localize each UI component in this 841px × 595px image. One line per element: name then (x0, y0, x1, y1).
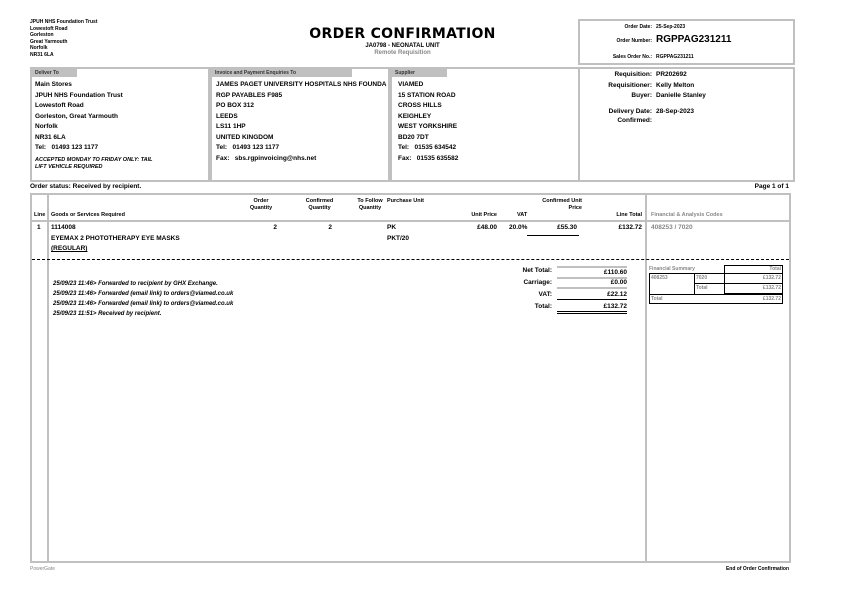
page-title: ORDER CONFIRMATION (309, 26, 496, 42)
address-line: JPUH NHS Foundation Trust (30, 19, 98, 25)
header-divider (32, 220, 789, 222)
column-divider (645, 195, 647, 561)
carriage-label: Carriage: (523, 279, 552, 286)
header-goods: Goods or Services Required (51, 212, 125, 218)
tel-number: 01493 123 1177 (51, 144, 99, 151)
tel-number: 01493 123 1177 (232, 144, 280, 151)
header-confirmed-price: Price (568, 205, 582, 211)
history-entry: 25/09/23 11:46> Forwarded (email link) to orders@viamed.co.uk (53, 291, 234, 297)
order-status: Order status: Received by recipient. (30, 183, 142, 190)
note-line: ACCEPTED MONDAY TO FRIDAY ONLY: TAIL (35, 156, 153, 163)
tel-number: 01535 634542 (414, 144, 457, 151)
summary-subtotal-label: Total (696, 285, 708, 291)
header-line: Line (34, 212, 46, 218)
department: JA0798 - NEONATAL UNIT (365, 43, 440, 49)
document-header (230, 26, 575, 56)
deliver-to-label: Deliver To (32, 69, 77, 77)
fax-label: Fax: (216, 154, 230, 162)
address-line: BD20 7DT (398, 133, 429, 141)
financial-summary (649, 265, 783, 304)
header-confirmed-price: Confirmed Unit (542, 198, 582, 204)
address-line: UNITED KINGDOM (216, 133, 274, 141)
requisition-number: PR202692 (656, 71, 687, 78)
financial-summary-title: Financial Summary (649, 266, 695, 272)
delivery-date-label: Delivery Date: (608, 107, 652, 115)
order-info-box (578, 19, 795, 65)
address-line: Norfolk (35, 123, 58, 130)
tel-label: Tel: (398, 144, 410, 151)
purchase-unit: PKT/20 (387, 234, 410, 242)
summary-divider (649, 294, 783, 295)
address-line: Norfolk (30, 45, 48, 51)
address-line: Great Yarmouth (30, 38, 68, 45)
header-order-qty: Order (253, 198, 269, 204)
header-vat: VAT (517, 212, 528, 218)
address-line: CROSS HILLS (398, 102, 442, 109)
carriage: £0.00 (557, 278, 627, 289)
header-confirmed-qty: Quantity (308, 205, 331, 211)
header-confirmed-qty: Confirmed (305, 198, 334, 204)
supplier-box (390, 67, 580, 182)
header-financial-codes: Financial & Analysis Codes (651, 212, 723, 218)
price-underline (527, 235, 579, 236)
unit-price: £48.00 (477, 224, 497, 231)
order-number-label: Order Number: (616, 38, 652, 44)
line-number: 1 (37, 224, 41, 231)
deliver-to-box (30, 67, 210, 182)
tel-label: Tel: (35, 144, 47, 151)
requisitioner-label: Requisitioner: (608, 81, 652, 89)
column-divider (47, 195, 49, 561)
fax-number: 01535 635582 (416, 154, 459, 162)
summary-total-header: Total (724, 265, 783, 294)
summary-subcode: 7020 (696, 275, 708, 281)
summary-subtotal: £132.72 (762, 285, 781, 291)
footer-end-note: End of Order Confirmation (725, 566, 789, 572)
financial-codes: 408253 / 7020 (651, 224, 693, 231)
vat-total: £22.12 (557, 290, 627, 300)
address-line: LEEDS (216, 112, 238, 120)
address-line: 15 STATION ROAD (398, 91, 456, 99)
line-total: £132.72 (618, 224, 642, 231)
total-label: Total: (534, 303, 552, 310)
order-number: RGPPAG231211 (656, 34, 732, 45)
requisition-label: Requisition: (614, 71, 652, 78)
item-description: (REGULAR) (51, 245, 88, 252)
requisition-type: Remote Requisition (374, 50, 431, 56)
fax-label: Fax: (398, 154, 412, 162)
address-line: JAMES PAGET UNIVERSITY HOSPITALS NHS FOUNDA (216, 81, 387, 88)
invoice-to-label: Invoice and Payment Enquiries To (212, 69, 352, 77)
history-entry: 25/09/23 11:46> Forwarded (email link) to orders@viamed.co.uk (53, 301, 234, 307)
summary-total-label: Total (651, 296, 663, 302)
vat-label: VAT: (538, 291, 552, 298)
address-line: WEST YORKSHIRE (398, 123, 458, 130)
summary-total: £132.72 (762, 296, 781, 302)
summary-subcode-value: £132.72 (762, 275, 781, 281)
sales-order-label: Sales Order No.: (612, 54, 652, 60)
order-date: 25-Sep-2023 (656, 24, 686, 30)
header-line-total: Line Total (616, 212, 642, 218)
sender-address (30, 19, 98, 58)
item-description: EYEMAX 2 PHOTOTHERAPY EYE MASKS (51, 234, 180, 242)
footer-brand: PowerGate (30, 566, 56, 572)
vat-rate: 20.0% (509, 224, 528, 231)
sales-order-number: RGPPAG231211 (656, 54, 694, 60)
address-line: Main Stores (35, 81, 72, 88)
net-total: £110.60 (557, 266, 627, 279)
requisitioner: Kelly Melton (656, 81, 695, 89)
history-entry: 25/09/23 11:46> Forwarded to recipient by GHX Exchange. (53, 281, 218, 287)
address-line: LS11 1HP (216, 123, 246, 130)
supplier-label: Supplier (392, 69, 447, 77)
order-date-label: Order Date: (624, 24, 652, 30)
purchase-unit: PK (387, 224, 397, 231)
net-total-label: Net Total: (522, 267, 552, 274)
tel-label: Tel: (216, 144, 228, 151)
summary-divider (694, 283, 783, 284)
address-line: Lowestoft Road (30, 25, 68, 32)
header-to-follow-qty: Quantity (358, 205, 382, 211)
header-to-follow-qty: To Follow (357, 198, 383, 204)
header-order-qty: Quantity (249, 205, 273, 211)
address-line: VIAMED (398, 81, 424, 88)
address-line: JPUH NHS Foundation Trust (35, 91, 123, 99)
confirmed-qty: 2 (328, 224, 332, 231)
delivery-date: 28-Sep-2023 (656, 107, 694, 115)
address-line: KEIGHLEY (398, 112, 432, 120)
history-entry: 25/09/23 11:51> Received by recipient. (53, 311, 162, 317)
buyer-label: Buyer: (631, 92, 652, 99)
note-line: LIFT VEHICLE REQUIRED (35, 164, 103, 170)
page-number: Page 1 of 1 (754, 183, 789, 190)
item-code: 1114008 (51, 224, 76, 231)
address-line: RGP PAYABLES F985 (216, 91, 283, 99)
confirmed-label: Confirmed: (617, 117, 652, 124)
status-history (53, 279, 233, 319)
address-line: Gorleston (30, 32, 54, 38)
requisition-box (578, 67, 795, 182)
address-line: PO BOX 312 (216, 102, 254, 109)
invoice-to-box (210, 67, 390, 182)
address-line: Gorleston, Great Yarmouth (35, 112, 118, 120)
header-purchase-unit: Purchase Unit (387, 198, 424, 204)
address-line: NR31 6LA (30, 51, 54, 58)
invoice-email: sbs.rgpinvoicing@nhs.net (234, 154, 317, 162)
address-line: Lowestoft Road (35, 102, 84, 109)
order-qty: 2 (273, 224, 277, 231)
order-lines-table (30, 193, 791, 563)
address-line: NR31 6LA (35, 133, 66, 141)
row-separator (32, 259, 789, 260)
grand-total: £132.72 (557, 302, 627, 314)
delivery-note (35, 157, 153, 172)
summary-code: 408253 (651, 275, 668, 281)
buyer: Danielle Stanley (656, 92, 706, 99)
confirmed-unit-price: £55.30 (557, 224, 577, 231)
header-unit-price: Unit Price (471, 212, 497, 218)
